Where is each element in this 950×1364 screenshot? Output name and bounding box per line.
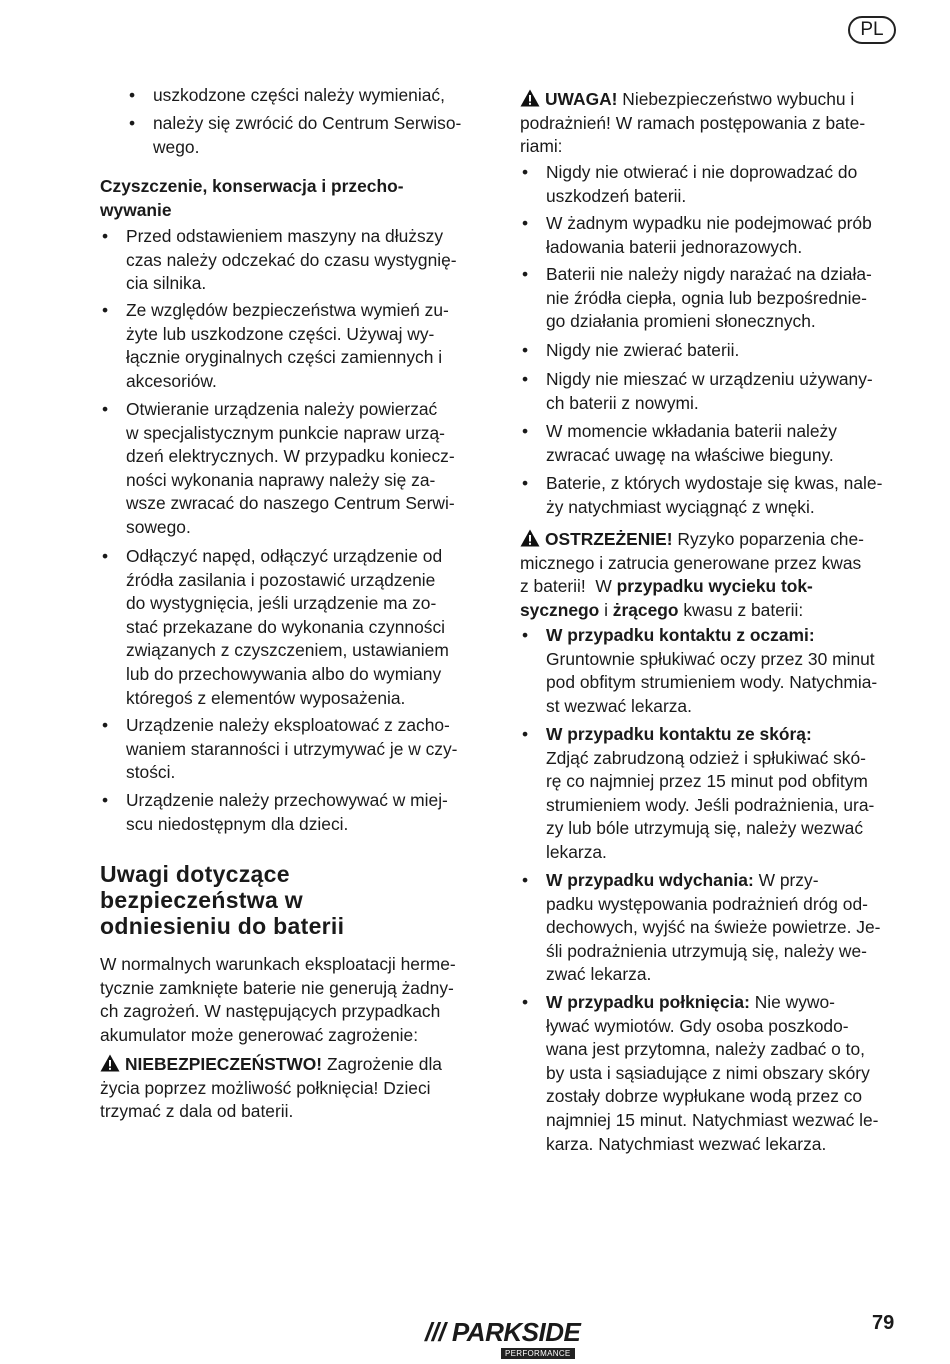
bold-text: żrącego — [612, 599, 679, 620]
left-bullet-item — [127, 84, 445, 108]
bold-text: przypadku wycieku tok- sycznego — [520, 576, 813, 620]
text: Otwieranie urządzenia należy powierzać w specjalistycznym punkcie napraw urzą- dzeń elektrycznych. W przypadku koniecz- ności wykonania naprawy należy się za- wsze zwracać do naszego Centrum Serwi- sowego. — [126, 399, 455, 537]
left-bullet-item — [127, 112, 461, 159]
brand-subtitle: PERFORMANCE — [501, 1348, 575, 1359]
text: W normalnych warunkach eksploatacji herme- tycznie zamknięte baterie nie generują żadny- ch zagrożeń. W następujących przypadkach akumulator może generować zagrożenie: — [100, 954, 456, 1045]
bullet-icon: • — [522, 264, 529, 284]
bullet-icon: • — [522, 992, 529, 1012]
text: Odłączyć napęd, odłączyć urządzenie od źródła zasilania i pozostawić urządzenie do wystygnięcia, jeśli urządzenie ma zo- stać przekazane do wykonania czynności związanych z czyszczeniem, ustawianiem lub do przechowywania albo do wymiany któregoś z elementów wyposażenia. — [126, 546, 449, 708]
text: Zdjąć zabrudzoną odzież i spłukiwać skó- rę co najmniej przez 15 minut pod obfitym strumieniem wody. Jeśli podrażnienia, ura- zy lub bóle utrzymują się, należy wezwać lekarza. — [546, 747, 875, 862]
parkside-logo — [425, 1318, 587, 1358]
bold-text: Czyszczenie, konserwacja i przecho- wywanie — [100, 176, 404, 220]
bullet-icon: • — [102, 790, 109, 810]
text: Baterii nie należy nigdy narażać na działa- nie źródła ciepła, ognia lub bezpośrednie- go działania promieni słonecznych. — [546, 264, 872, 332]
text: W momencie wkładania baterii należy zwracać uwagę na właściwe bieguny. — [546, 421, 837, 465]
bold-text: OSTRZEŻENIE! — [545, 529, 673, 549]
warning-triangle-icon — [520, 89, 540, 107]
left-paragraph — [100, 175, 404, 222]
right-paragraph — [520, 88, 865, 159]
warning-triangle-icon — [520, 529, 540, 547]
bullet-icon: • — [522, 724, 529, 744]
text: Niebezpieczeństwo wybuchu i podrażnień! W ramach postępowania z bate- riami: — [520, 89, 866, 157]
text: Zagrożenie dla życia poprzez możliwość połknięcia! Dzieci trzymać z dala od baterii. — [100, 1054, 442, 1122]
right-bullet-item — [520, 624, 877, 718]
text: Urządzenie należy eksploatować z zacho- waniem staranności i utrzymywać je w czy- stości. — [126, 715, 458, 783]
text: Nigdy nie otwierać i nie doprowadzać do uszkodzeń baterii. — [546, 162, 858, 206]
right-paragraph — [520, 528, 864, 622]
left-bullet-item — [100, 714, 457, 785]
text: Urządzenie należy przechowywać w miej- scu niedostępnym dla dzieci. — [126, 790, 448, 834]
bullet-icon: • — [102, 715, 109, 735]
right-bullet-item — [520, 339, 739, 363]
bold-text: NIEBEZPIECZEŃSTWO! — [125, 1054, 323, 1074]
text: Nigdy nie mieszać w urządzeniu używany- ch baterii z nowymi. — [546, 369, 873, 413]
bullet-icon: • — [522, 421, 529, 441]
bullet-icon: • — [129, 113, 136, 133]
right-bullet-item — [520, 869, 880, 987]
right-bullet-item — [520, 161, 857, 208]
left-paragraph — [100, 1053, 442, 1124]
left-paragraph — [100, 953, 456, 1047]
bullet-icon: • — [102, 546, 109, 566]
text: uszkodzone części należy wymieniać, — [153, 85, 445, 105]
bullet-icon: • — [102, 399, 109, 419]
text: Ze względów bezpieczeństwa wymień zu- żyte lub uszkodzone części. Używaj wy- łącznie oryginalnych części zamiennych i akcesoriów. — [126, 300, 449, 391]
right-bullet-item — [520, 263, 872, 334]
bullet-icon: • — [522, 473, 529, 493]
text: i — [599, 599, 613, 620]
text: W przy- padku występowania podrażnień dróg od- dechowych, wyjść na świeże powietrze. Je- śli podrażnienia utrzymują się, należy we- zwać lekarza. — [546, 870, 881, 985]
right-bullet-item — [520, 472, 882, 519]
bullet-icon: • — [522, 625, 529, 645]
section-heading-battery-safety: Uwagi dotyczące bezpieczeństwa w odniesieniu do baterii — [100, 861, 345, 939]
bullet-icon: • — [522, 213, 529, 233]
left-bullet-item — [100, 299, 449, 393]
right-bullet-item — [520, 723, 874, 865]
bullet-icon: • — [102, 300, 109, 320]
bullet-icon: • — [102, 226, 109, 246]
bold-text: UWAGA! — [545, 89, 618, 109]
text: należy się zwrócić do Centrum Serwiso- wego. — [153, 113, 462, 157]
bullet-icon: • — [129, 85, 136, 105]
text: Gruntownie spłukiwać oczy przez 30 minut pod obfitym strumieniem wody. Natychmia- st wezwać lekarza. — [546, 648, 878, 716]
text: Przed odstawieniem maszyny na dłuższy czas należy odczekać do czasu wystygnię- cia silnika. — [126, 226, 457, 294]
text: kwasu z baterii: — [678, 599, 804, 620]
text: Ryzyko poparzenia che- micznego i zatrucia generowane przez kwas z baterii! W — [520, 529, 864, 597]
bullet-icon: • — [522, 870, 529, 890]
left-bullet-item — [100, 225, 457, 296]
right-bullet-item — [520, 991, 878, 1156]
bullet-icon: • — [522, 162, 529, 182]
page-number: 79 — [872, 1312, 895, 1334]
text: Baterie, z których wydostaje się kwas, nale- ży natychmiast wyciągnąć z wnęki. — [546, 473, 883, 517]
bold-text: W przypadku kontaktu ze skórą: — [546, 724, 812, 744]
right-bullet-item — [520, 368, 873, 415]
language-badge: PL — [848, 16, 896, 44]
bullet-icon: • — [522, 369, 529, 389]
bold-text: W przypadku wdychania: — [546, 870, 754, 890]
left-bullet-item — [100, 545, 449, 710]
text: Nie wywo- ływać wymiotów. Gdy osoba poszkodo- wana jest przytomna, należy zadbać o to, by usta i sąsiadujące z nimi obszary skóry zostały dobrze wypłukane wodą przez co najmniej 15 minut. Natychmiast wezwać le- karza. Natychmiast wezwać lekarza. — [546, 992, 879, 1154]
right-bullet-item — [520, 420, 837, 467]
bullet-icon: • — [522, 340, 529, 360]
bold-text: W przypadku kontaktu z oczami: — [546, 625, 815, 645]
left-bullet-item — [100, 789, 448, 836]
left-bullet-item — [100, 398, 455, 540]
text: W żadnym wypadku nie podejmować prób ładowania baterii jednorazowych. — [546, 213, 872, 257]
text: Nigdy nie zwierać baterii. — [546, 340, 740, 360]
brand-name: /// PARKSIDE — [425, 1317, 581, 1347]
bold-text: W przypadku połknięcia: — [546, 992, 750, 1012]
right-bullet-item — [520, 212, 872, 259]
warning-triangle-icon — [100, 1054, 120, 1072]
